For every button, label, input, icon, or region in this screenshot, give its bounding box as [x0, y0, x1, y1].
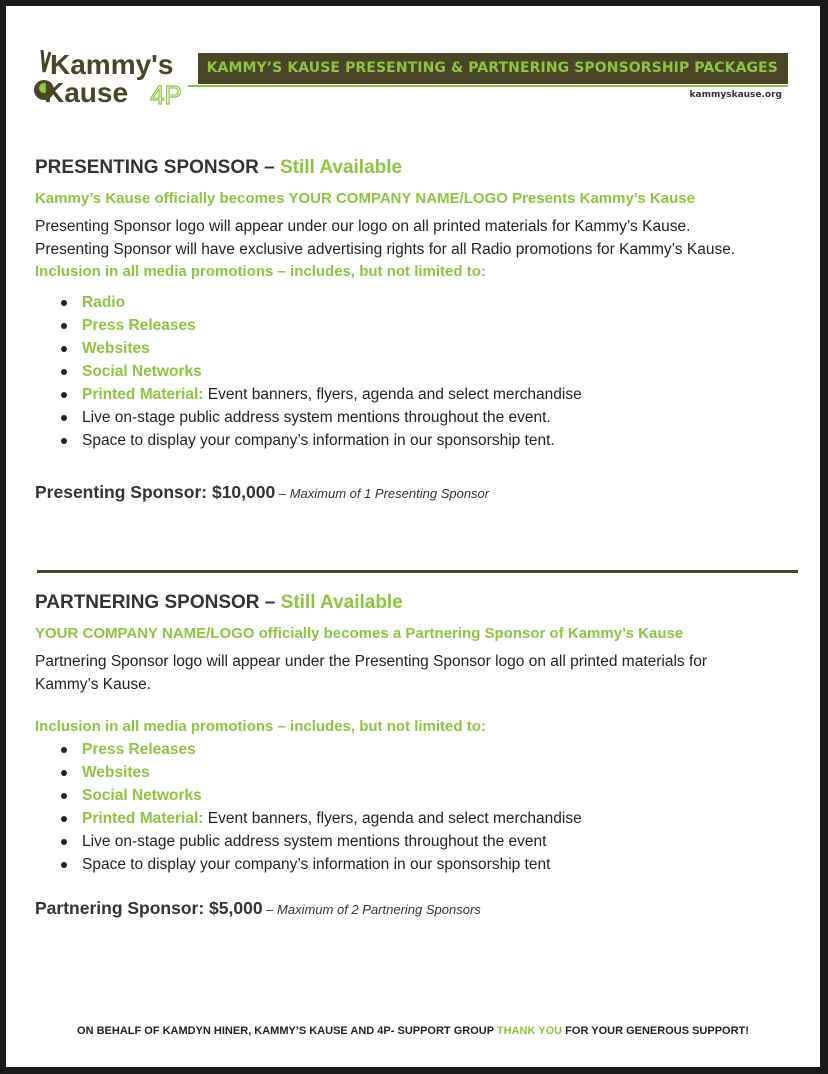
list-item-highlight: Printed Material: — [82, 810, 204, 827]
header-underline — [188, 85, 788, 87]
footer-text-before: ON BEHALF OF KAMDYN HINER, KAMMY’S KAUSE AND 4P- SUPPORT GROUP — [77, 1025, 497, 1037]
presenting-heading — [35, 156, 795, 180]
list-item — [35, 383, 795, 406]
list-item-highlight: Websites — [82, 340, 150, 357]
footer-thanks — [6, 1025, 820, 1037]
presenting-paragraph-1: Presenting Sponsor logo will appear under our logo on all printed materials for Kammy’s Kause. — [35, 218, 691, 235]
presenting-media-intro: Inclusion in all media promotions – includes, but not limited to: — [35, 263, 486, 280]
presenting-availability: Still Available — [279, 157, 403, 178]
list-item — [35, 360, 795, 383]
partnering-price — [35, 896, 795, 922]
logo-text-top: Kammy's — [50, 49, 174, 80]
logo-4p: 4P — [150, 80, 182, 108]
list-item-highlight: Radio — [82, 294, 126, 311]
kammys-kause-logo — [28, 42, 203, 108]
list-item — [35, 784, 795, 807]
list-item-text: Live on-stage public address system mentions throughout the event. — [82, 409, 551, 426]
partnering-paragraph-2: Kammy’s Kause. — [35, 676, 152, 693]
list-item-text: Space to display your company’s information in our sponsorship tent — [82, 856, 551, 873]
presenting-heading-label: PRESENTING SPONSOR – — [35, 157, 275, 178]
partnering-heading — [35, 591, 795, 615]
list-item-highlight: Social Networks — [82, 787, 202, 804]
presenting-price — [35, 480, 795, 506]
list-item-text: Space to display your company’s information in our sponsorship tent. — [82, 432, 555, 449]
list-item — [35, 830, 795, 853]
partnering-paragraph-1: Partnering Sponsor logo will appear under the Presenting Sponsor logo on all printed materials for — [35, 653, 708, 670]
list-item — [35, 291, 795, 314]
partnering-price-note: – Maximum of 2 Partnering Sponsors — [262, 902, 481, 917]
list-item-text: Event banners, flyers, agenda and select merchandise — [203, 810, 582, 827]
footer-thank-you: THANK YOU — [496, 1025, 563, 1037]
header-banner: KAMMY’S KAUSE PRESENTING & PARTNERING SPONSORSHIP PACKAGES — [198, 53, 788, 84]
partnering-section — [35, 591, 795, 922]
site-url: kammyskause.org — [689, 90, 782, 100]
list-item — [35, 738, 795, 761]
section-divider — [37, 570, 798, 573]
list-item — [35, 853, 795, 876]
list-item — [35, 337, 795, 360]
list-item — [35, 429, 795, 452]
logo-text-bottom: Kause — [44, 77, 129, 108]
partnering-heading-label: PARTNERING SPONSOR – — [35, 592, 276, 613]
partnering-media-intro: Inclusion in all media promotions – includes, but not limited to: — [35, 718, 486, 735]
presenting-subheading: Kammy’s Kause officially becomes YOUR COMPANY NAME/LOGO Presents Kammy’s Kause — [35, 190, 695, 207]
presenting-section — [35, 156, 795, 506]
list-item-highlight: Press Releases — [82, 317, 196, 334]
partnering-price-label: Partnering Sponsor: $5,000 — [35, 898, 263, 918]
presenting-price-note: – Maximum of 1 Presenting Sponsor — [275, 486, 490, 501]
list-item — [35, 314, 795, 337]
partnering-subheading: YOUR COMPANY NAME/LOGO officially becomes a Partnering Sponsor of Kammy’s Kause — [35, 625, 684, 642]
list-item-highlight: Printed Material: — [82, 386, 204, 403]
list-item-highlight: Press Releases — [82, 741, 196, 758]
presenting-price-label: Presenting Sponsor: $10,000 — [35, 482, 276, 502]
partnering-availability: Still Available — [280, 592, 403, 613]
list-item — [35, 761, 795, 784]
partnering-benefits-list — [35, 738, 795, 876]
document-page — [6, 6, 820, 1067]
list-item — [35, 406, 795, 429]
footer-text-after: FOR YOUR GENEROUS SUPPORT! — [562, 1025, 749, 1037]
list-item-highlight: Social Networks — [82, 363, 202, 380]
presenting-benefits-list — [35, 291, 795, 452]
list-item — [35, 807, 795, 830]
list-item-text: Live on-stage public address system mentions throughout the event — [82, 833, 547, 850]
list-item-highlight: Websites — [82, 764, 150, 781]
presenting-paragraph-2: Presenting Sponsor will have exclusive advertising rights for all Radio promotions for Kammy’s Kause. — [35, 241, 736, 258]
list-item-text: Event banners, flyers, agenda and select merchandise — [203, 386, 582, 403]
